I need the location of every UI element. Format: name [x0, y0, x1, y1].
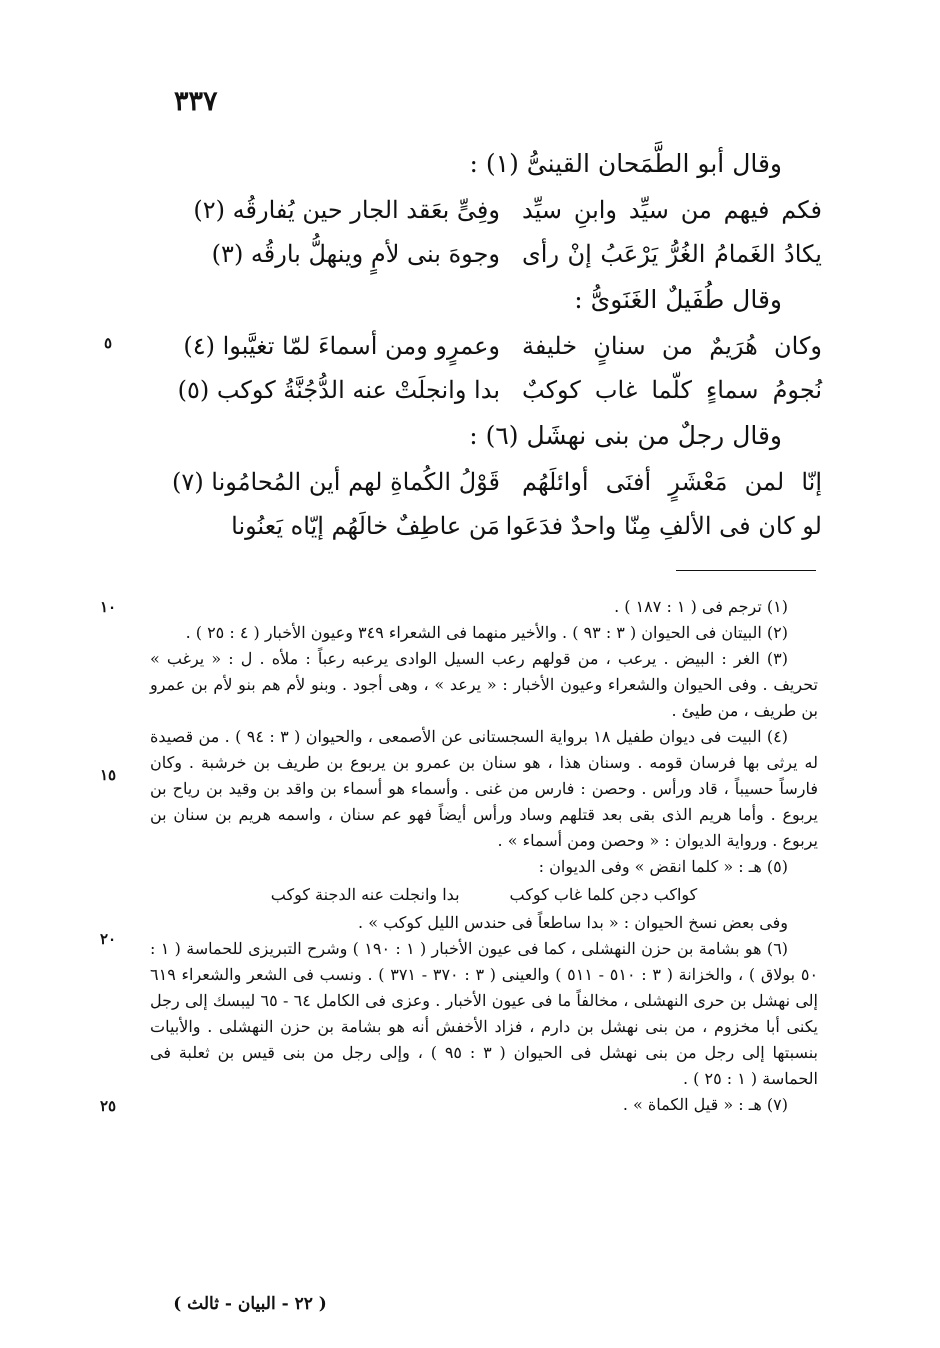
citation-second-hemistich: بدا وانجلت عنه الدجنة كوكب [270, 885, 460, 904]
footnote-2: (٢) البيتان فى الحيوان ( ٣ : ٩٣ ) . والأخير منهما فى الشعراء ٣٤٩ وعيون الأخبار ( ٤ : ٢٥ ) . [185, 623, 788, 642]
line-number-15: ١٥ [99, 766, 117, 784]
verse-second-hemistich: قَوْلُ الكُماةِ لهم أين المُحامُونا (٧) [172, 468, 500, 496]
footnote-separator [676, 570, 816, 571]
verse-second-hemistich: وعمرٍو ومن أسماءَ لمّا تغيَّبوا (٤) [183, 332, 500, 360]
verse-first-hemistich: لو كان فى الألفِ مِنّا واحدٌ فدَعَوا [505, 512, 822, 540]
verse-second-hemistich: وفِىٍّ بعَقد الجار حين يُفارقُه (٢) [193, 196, 500, 224]
line-number-20: ٢٠ [99, 930, 117, 948]
verse-first-hemistich: نُجومُ سماءٍ كلّما غاب كوكبٌ [522, 376, 822, 404]
footnote-5: (٥) هـ : « كلما انقض » وفى الديوان : [538, 857, 788, 876]
verse-first-hemistich: إنّا لمن مَعْشَرٍ أفنَى أوائلَهُم [522, 468, 822, 496]
verse-line [150, 188, 822, 232]
footnote-5-continuation: وفى بعض نسخ الحيوان : « بدا ساطعاً فى حندس الليل كوكب » . [358, 913, 788, 932]
line-number-10: ١٠ [99, 598, 117, 616]
verse-line [150, 504, 822, 548]
poem-intro: وقال طُفَيلٌ الغَنَوىُّ : [574, 285, 782, 314]
poem-intro: وقال رجلٌ من بنى نهشَل (٦) : [469, 421, 782, 450]
verse-line [150, 324, 822, 368]
line-number-5: ٥ [103, 334, 113, 352]
verse-second-hemistich: وجوهَ بنى لأمٍ وينهلُّ بارقُه (٣) [211, 240, 500, 268]
running-footer: ( ٢٢ - البيان - ثالث ) [173, 1294, 327, 1314]
verse-second-hemistich: بدا وانجلَتْ عنه الدُّجُنَّةُ كوكب (٥) [177, 376, 500, 404]
footnote-7: (٧) هـ : « قيل الكماة » . [622, 1095, 788, 1114]
footnote-3: (٣) الغر : البيض . يرعب ، من قولهم رعب السيل الوادى يرعبه رعباً : ملأه . ل : « يرغب » تحريف . وفى الحيوان والشعراء وعيون الأخبار : « يرعد » ، وهى أجود . وبنو لأم هم بنو لأم بن عمرو بن طريف ، من طيئ . [150, 649, 818, 720]
footnote-5-verse-citation [150, 880, 818, 910]
footnote-1: (١) ترجم فى ( ١ : ١٨٧ ) . [614, 597, 788, 616]
page-number: ٣٣٧ [174, 86, 218, 117]
citation-first-hemistich: كواكب دجن كلما غاب كوكب [509, 885, 698, 904]
verse-line [150, 460, 822, 504]
verse-line [150, 368, 822, 412]
poetry-section [150, 140, 822, 548]
verse-first-hemistich: وكان هُرَيمٌ من سنانٍ خليفة [522, 332, 822, 360]
verse-line [150, 232, 822, 276]
line-number-25: ٢٥ [99, 1097, 117, 1115]
poem-intro: وقال أبو الطَّمَحان القينىُّ (١) : [469, 149, 782, 178]
footnotes [150, 594, 818, 1118]
verse-first-hemistich: يكادُ الغَمامُ الغُرُّ يَرْعَبُ إنْ رأى [522, 240, 822, 268]
verse-second-hemistich: مَن عاطِفٌ خالَهُم إيّاه يَعنُونا [231, 512, 500, 540]
footnote-6: (٦) هو بشامة بن حزن النهشلى ، كما فى عيون الأخبار ( ١ : ١٩٠ ) وشرح التبريزى للحماسة ( ١ : ٥٠ بولاق ) ، والخزانة ( ٣ : ٥١٠ - ٥١١ ) والعينى ( ٣ : ٣٧٠ - ٣٧١ ) . ونسب فى الشعر والشعراء ٦١٩ إلى نهشل بن حرى النهشلى ، مخالفاً ما فى عيون الأخبار . وعزى فى الكامل ٦٤ - ٦٥ ليبسك إلى رجل يكنى أبا مخزوم ، من بنى نهشل بن دارم ، فزاد الأخفش أنه هو بشامة بن حزن النهشلى . والأبيات بنسبتها إلى رجل من بنى نهشل فى الحيوان ( ٣ : ٩٥ ) ، وإلى رجل من بنى قيس بن ثعلبة فى الحماسة ( ١ : ٢٥ ) . [150, 939, 819, 1088]
footnote-4: (٤) البيت فى ديوان طفيل ١٨ برواية السجستانى عن الأصمعى ، والحيوان ( ٣ : ٩٤ ) . من قصيدة له يرثى بها فرسان قومه . وسنان هذا ، هو سنان بن عمرو بن يربوع بن طريف بن خرشبة . وكان فارساً حسيباً ، قاد ورأس . وحصن : فارس من غنى . وأسماء هو أسماء بن واقد بن وقيد بن رياح بن يربوع . وأما هريم الذى بقى بعد قتلهم وساد ورأس أيضاً فهو عم سنان ، واسمه هريم بن سنان بن يربوع . ورواية الديوان : « وحصن ومن أسماء » . [150, 727, 819, 850]
verse-first-hemistich: فكم فيهم من سيِّد وابنِ سيِّد [522, 196, 822, 224]
